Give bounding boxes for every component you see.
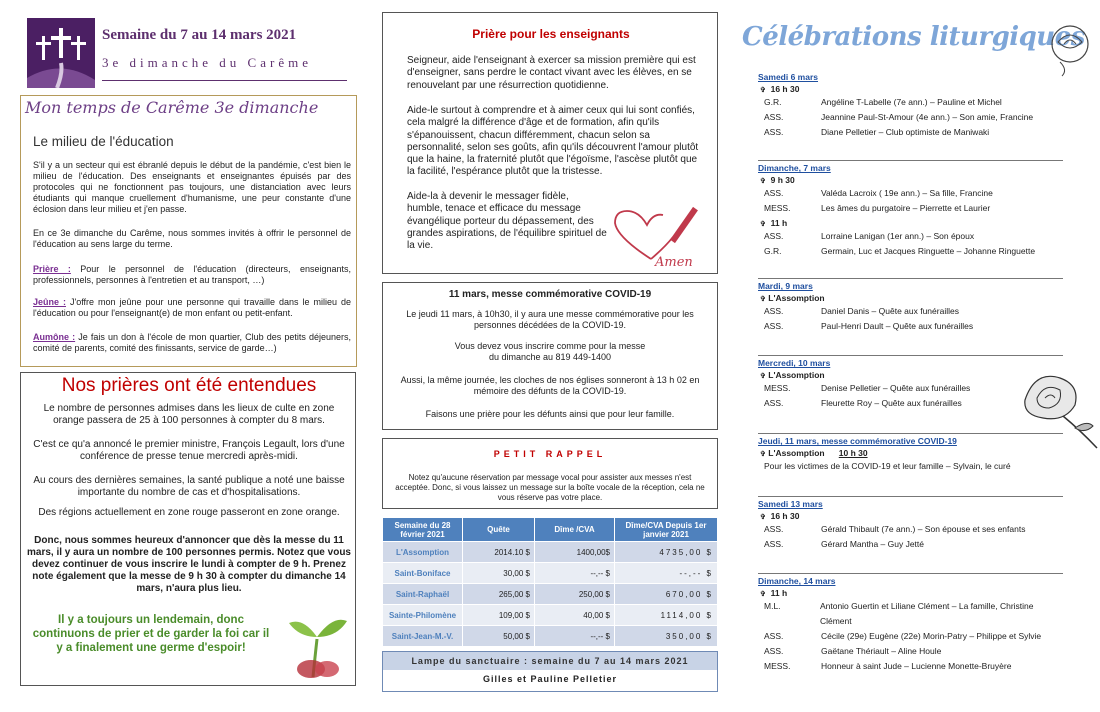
- table-cell: 2014.10 $: [463, 542, 535, 563]
- cross-icon: ✞: [760, 451, 766, 458]
- table-cell: --,-- $: [535, 626, 615, 647]
- priere-label: Prière :: [33, 264, 71, 274]
- finances-table: [382, 517, 718, 647]
- sunday-subtitle: 3e dimanche du Carême: [102, 55, 312, 70]
- table-cell: 265,00 $: [463, 584, 535, 605]
- covid-para-3: Aussi, la même journée, les cloches de nos églises sonneront à 13 h 02 en mémoire des défunts de la COVID-19.: [400, 375, 700, 396]
- table-row: [383, 584, 718, 605]
- table-cell: 670,00 $: [615, 584, 718, 605]
- careme-subtitle: Le milieu de l'éducation: [33, 134, 174, 149]
- celebration-place: ✞ L'Assomption 10 h 30: [760, 448, 868, 458]
- list-item: ASS. Gérald Thibault (7e ann.) – Son épouse et ses enfants: [764, 524, 1026, 534]
- careme-priere: [33, 264, 351, 286]
- covid-box: [382, 282, 718, 430]
- careme-jeune: [33, 297, 351, 319]
- list-item: ASS. Daniel Danis – Quête aux funérailles: [764, 306, 959, 316]
- header-divider: [102, 80, 347, 81]
- rappel-box: [382, 438, 718, 509]
- lampe-value: Gilles et Pauline Pelletier: [482, 674, 618, 684]
- list-item: ASS. Cécile (29e) Eugène (22e) Morin-Patry – Philippe et Sylvie: [764, 631, 1042, 641]
- careme-box: [20, 95, 357, 367]
- list-item: Pour les victimes de la COVID-19 et leur famille – Sylvain, le curé: [764, 461, 1011, 471]
- list-item: ASS. Lorraine Lanigan (1er ann.) – Son époux: [764, 231, 975, 241]
- careme-para-1: S'il y a un secteur qui est ébranlé depuis le début de la pandémie, c'est bien le milieu de l'éducation. Des enseignants et enseignantes épuisés par des protocoles qui ne fonctionnent pas toujours, une distanciation avec leurs étudiants qui manque cruellement d'humanisme, une peur constante d'une éclosion dans leur milieu et j'en passe.: [33, 160, 351, 214]
- table-header: Quête: [463, 518, 535, 542]
- table-cell: 350,00 $: [615, 626, 718, 647]
- celebration-place: ✞ L'Assomption: [760, 293, 825, 303]
- table-cell: 1114,00 $: [615, 605, 718, 626]
- list-item: MESS. Denise Pelletier – Quête aux funérailles: [764, 383, 971, 393]
- list-item: G.R. Angéline T-Labelle (7e ann.) – Pauline et Michel: [764, 97, 1002, 107]
- table-cell: Sainte-Philomène: [383, 605, 463, 626]
- enseignants-box: [382, 12, 718, 274]
- cross-icon: ✞: [760, 221, 766, 228]
- prieres-hope: Il y a toujours un lendemain, donc continuons de prier et de garder la foi car il y a finalement une germe d'espoir!: [32, 614, 270, 654]
- priere-text: Pour le personnel de l'éducation (directeurs, enseignants, professionnels, personnes à l'entretien et au transport, …): [33, 264, 351, 285]
- celebration-day: Dimanche, 14 mars: [758, 576, 836, 586]
- list-item: ASS. Paul-Henri Dault – Quête aux funérailles: [764, 321, 974, 331]
- table-cell: Saint-Boniface: [383, 563, 463, 584]
- table-header-row: [383, 518, 718, 542]
- aumone-label: Aumône :: [33, 332, 76, 342]
- table-cell: 30,00 $: [463, 563, 535, 584]
- covid-para-2: Vous devez vous inscrire comme pour la messe du dimanche au 819 449-1400: [454, 341, 646, 362]
- covid-title: 11 mars, messe commémorative COVID-19: [448, 289, 652, 300]
- list-item: M.L. Antonio Guertin et Liliane Clément – La famille, Christine Clément: [764, 601, 1034, 626]
- table-row: [383, 605, 718, 626]
- seedling-icon: [283, 607, 353, 679]
- table-cell: 250,00 $: [535, 584, 615, 605]
- enseignants-para-3: Aide-la à devenir le messager fidèle, humble, tenace et efficace du message évangélique porteur du dépassement, des grandes aspirations, de l'équilibre spirituel de la vie.: [407, 191, 607, 252]
- celebration-dimanche-14: [758, 573, 1063, 674]
- celebration-day: Mardi, 9 mars: [758, 281, 813, 291]
- prieres-para-3: Au cours des dernières semaines, la santé publique a noté une baisse importante du nombre de cas et d'hospitalisations.: [33, 475, 345, 498]
- prieres-para-1: Le nombre de personnes admises dans les lieux de culte en zone orange passera de 25 à 100 personnes à compter du 8 mars.: [43, 403, 335, 426]
- covid-para-1: Le jeudi 11 mars, à 10h30, il y aura une messe commémorative pour les personnes décédées de la COVID-19.: [406, 309, 694, 330]
- rappel-text: Notez qu'aucune réservation par message vocal pour assister aux messes n'est acceptée. Donc, si vous laissez un message sur la boîte vocale de la réception, cela ne vous réserve pas votre place.: [395, 473, 705, 502]
- covid-para-4: Faisons une prière pour les défunts ainsi que pour leur famille.: [425, 409, 675, 419]
- table-row: [383, 626, 718, 647]
- table-cell: 50,00 $: [463, 626, 535, 647]
- celebrations-title: Célébrations liturgiques: [742, 22, 1085, 52]
- celebration-time: ✞ 11 h: [760, 218, 788, 228]
- jeune-text: J'offre mon jeûne pour une personne qui travaille dans le milieu de l'éducation ou pour l'enseignant(e) de mon enfant ou petit-enfant.: [33, 297, 351, 318]
- table-cell: 4735,00 $: [615, 542, 718, 563]
- enseignants-para-1: Seigneur, aide l'enseignant à exercer sa mission première qui est d'enseigner, sans perdre le contact vivant avec les élèves, en se renouvelant par une résurrection quotidienne.: [407, 55, 696, 91]
- celebration-day: Jeudi, 11 mars, messe commémorative COVID-19: [758, 436, 957, 446]
- celebration-samedi-6: [758, 70, 1063, 140]
- table-cell: --,-- $: [615, 563, 718, 584]
- list-item: ASS. Gérard Mantha – Guy Jetté: [764, 539, 924, 549]
- parish-logo: [27, 18, 95, 88]
- list-item: G.R. Germain, Luc et Jacques Ringuette – Johanne Ringuette: [764, 246, 1036, 256]
- aumone-text: Je fais un don à l'école de mon quartier, Club des petits déjeuners, comité de parents, comité des finissants, service de garde…): [33, 332, 351, 353]
- list-item: ASS. Gaëtane Thériault – Aline Houle: [764, 646, 942, 656]
- cross-icon: ✞: [760, 514, 766, 521]
- table-row: [383, 563, 718, 584]
- table-cell: --,-- $: [535, 563, 615, 584]
- table-cell: 40,00 $: [535, 605, 615, 626]
- table-row: [383, 542, 718, 563]
- list-item: ASS. Fleurette Roy – Quête aux funérailles: [764, 398, 962, 408]
- cross-icon: ✞: [760, 591, 766, 598]
- lampe-box: [382, 651, 718, 692]
- celebration-place: ✞ L'Assomption: [760, 370, 825, 380]
- table-cell: 1400,00$: [535, 542, 615, 563]
- cross-icon: ✞: [760, 178, 766, 185]
- cross-icon: ✞: [760, 296, 766, 303]
- table-cell: L'Assomption: [383, 542, 463, 563]
- celebration-day: Samedi 13 mars: [758, 499, 823, 509]
- celebration-mardi-9: [758, 278, 1063, 334]
- celebration-dimanche-7: [758, 160, 1063, 259]
- prieres-title: Nos prières ont été entendues: [61, 375, 317, 396]
- lampe-title: Lampe du sanctuaire : semaine du 7 au 14 mars 2021: [383, 652, 717, 670]
- celebration-samedi-13: [758, 496, 1063, 552]
- celebration-day: Mercredi, 10 mars: [758, 358, 831, 368]
- table-header: Dîme/CVA Depuis 1er janvier 2021: [615, 518, 718, 542]
- table-cell: Saint-Jean-M.-V.: [383, 626, 463, 647]
- week-title: Semaine du 7 au 14 mars 2021: [102, 27, 297, 43]
- celebration-time: ✞ 16 h 30: [760, 84, 800, 94]
- list-item: MESS. Honneur à saint Jude – Lucienne Monette-Bruyère: [764, 661, 1012, 671]
- rappel-title: PETIT RAPPEL: [493, 449, 607, 459]
- table-header: Dîme /CVA: [535, 518, 615, 542]
- enseignants-para-2: Aide-le surtout à comprendre et à aimer ceux qui lui sont confiés, cela malgré la différence d'âge et de formation, afin qu'ils s'épanouissent, chacun différemment, chacun selon sa personnalité, selon ses goûts, afin qu'ils découvrent l'amour plutôt que la haine, la fraternité plutôt que l'égoïsme, l'ascèse plutôt que la facilité, l'espérance plutôt que la tristesse.: [407, 105, 699, 178]
- celebration-day: Dimanche, 7 mars: [758, 163, 831, 173]
- cross-icon: ✞: [760, 373, 766, 380]
- celebration-time: ✞ 9 h 30: [760, 175, 795, 185]
- list-item: MESS. Les âmes du purgatoire – Pierrette et Laurier: [764, 203, 991, 213]
- celebration-time: ✞ 16 h 30: [760, 511, 800, 521]
- table-cell: 109,00 $: [463, 605, 535, 626]
- prieres-para-2: C'est ce qu'a annoncé le premier ministre, François Legault, lors d'une conférence de presse tenue mercredi après-midi.: [33, 439, 345, 462]
- prieres-box: [20, 372, 356, 686]
- enseignants-title: Prière pour les enseignants: [472, 27, 630, 41]
- jeune-label: Jeûne :: [33, 297, 66, 307]
- prieres-para-4: Des régions actuellement en zone rouge passeront en zone orange.: [38, 507, 340, 518]
- celebration-jeudi-11: [758, 433, 1063, 474]
- prieres-para-5: Donc, nous sommes heureux d'annoncer que dès la messe du 11 mars, il y aura un nombre de 100 personnes permis. Notez que vous devez continuer de vous inscrire le lundi à compter de 9 h. Prenez note également que la messe de 9 h 30 à compter du dimanche 14 mars, n'aura plus lieu.: [27, 535, 351, 594]
- careme-aumone: [33, 332, 351, 354]
- cross-icon: ✞: [760, 87, 766, 94]
- celebration-time: ✞ 11 h: [760, 588, 788, 598]
- celebration-day: Samedi 6 mars: [758, 72, 819, 82]
- careme-para-2: En ce 3e dimanche du Carême, nous sommes invités à offrir le personnel de l'éducation au sens large du terme.: [33, 228, 351, 249]
- list-item: ASS. Jeannine Paul-St-Amour (4e ann.) – Son amie, Francine: [764, 112, 1034, 122]
- table-cell: Saint-Raphaël: [383, 584, 463, 605]
- table-header: Semaine du 28 février 2021: [383, 518, 463, 542]
- amen-signature: Amen: [655, 255, 693, 270]
- rose-icon: [1040, 18, 1100, 78]
- list-item: ASS. Valéda Lacroix ( 19e ann.) – Sa fille, Francine: [764, 188, 993, 198]
- list-item: ASS. Diane Pelletier – Club optimiste de Maniwaki: [764, 127, 990, 137]
- careme-title: Mon temps de Carême 3e dimanche: [25, 98, 319, 117]
